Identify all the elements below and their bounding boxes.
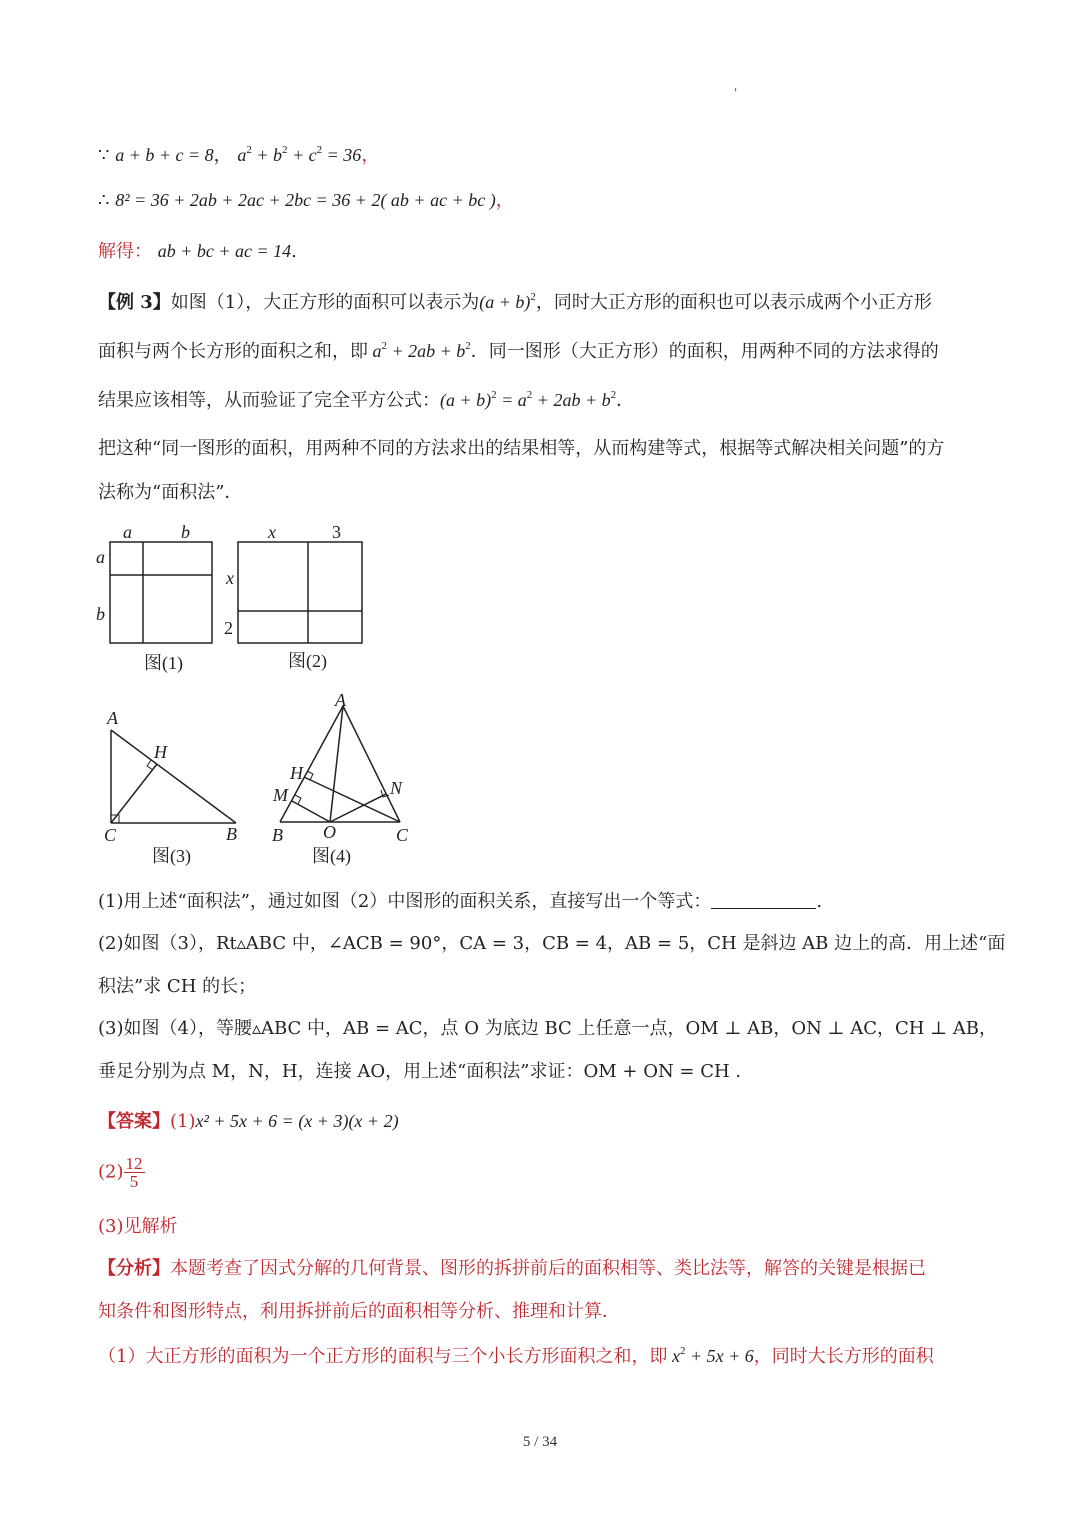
fig2-left-x: x bbox=[226, 568, 234, 588]
perfect-square-formula: $(a + b)^2 = a^2 + 2ab + b^2$ bbox=[440, 389, 617, 410]
fig3-H: H bbox=[154, 742, 167, 762]
solution-equation: ab + bc + ac = 14 bbox=[157, 241, 292, 261]
fig2-caption: 图(2) bbox=[288, 651, 327, 671]
example3-line2 bbox=[98, 341, 939, 361]
fig4-M: M bbox=[273, 785, 288, 805]
fig4-O: O bbox=[323, 822, 336, 842]
fig4-A: A bbox=[335, 690, 346, 710]
example3-line3 bbox=[98, 390, 634, 410]
sum-equation: a + b + c = 8 bbox=[115, 145, 214, 165]
comma: ， bbox=[495, 190, 514, 211]
text: ，同时大长方形的面积 bbox=[753, 1346, 934, 1367]
fig4-C: C bbox=[396, 825, 409, 845]
therefore-line bbox=[98, 191, 514, 210]
question-2-line1: (2)如图（3），Rt▵ABC 中，∠ACB = 90°，CA = 3，CB = 4，AB = 5，CH 是斜边 AB 边上的高．用上述“面 bbox=[98, 933, 1006, 954]
comma: ， bbox=[361, 145, 380, 166]
label: (2) bbox=[98, 1161, 124, 1183]
fig1-caption: 图(1) bbox=[144, 653, 183, 673]
label: (1) bbox=[170, 1111, 196, 1132]
answer-line1 bbox=[98, 1112, 399, 1131]
figure-1 bbox=[96, 522, 212, 674]
answer-tag: 【答案】 bbox=[98, 1111, 170, 1132]
text: （1）大正方形的面积为一个正方形的面积与三个小长方形面积之和，即 bbox=[98, 1346, 668, 1367]
polynomial: $x^2 + 5x + 6$ bbox=[667, 1345, 754, 1366]
figures-3-4 bbox=[90, 688, 430, 870]
text: 面积与两个长方形的面积之和，即 bbox=[98, 341, 368, 362]
numerator: 12 bbox=[125, 1154, 143, 1173]
fig4-N: N bbox=[390, 778, 403, 798]
answer-blank bbox=[711, 894, 816, 909]
figure-3 bbox=[104, 708, 237, 867]
solution-label: 解得： bbox=[98, 241, 152, 262]
example3-line1 bbox=[98, 292, 932, 312]
denominator: 5 bbox=[129, 1172, 139, 1191]
fig1-left-b: b bbox=[96, 604, 105, 624]
period: . bbox=[816, 891, 823, 912]
formula-expansion: $a^2 + 2ab + b^2$ bbox=[368, 340, 471, 361]
formula-a-plus-b-squared: $(a + b)^2$ bbox=[479, 291, 536, 312]
fig3-caption: 图(3) bbox=[152, 846, 191, 866]
example-tag: 【例 3】 bbox=[98, 292, 171, 313]
square-sum-equation: $a^2 + b^2 + c^2 = 36$ bbox=[237, 144, 362, 165]
fig3-A: A bbox=[107, 708, 118, 728]
therefore-symbol: ∴ bbox=[98, 190, 110, 211]
text: ． bbox=[616, 390, 635, 411]
solution-line bbox=[98, 242, 297, 261]
question-2-line2: 积法”求 CH 的长； bbox=[98, 976, 257, 997]
figures-1-2 bbox=[90, 518, 380, 678]
text: (1)用上述“面积法”，通过如图（2）中图形的面积关系，直接写出一个等式： bbox=[98, 891, 712, 912]
analysis-tag: 【分析】 bbox=[98, 1258, 170, 1279]
figure-4 bbox=[272, 690, 409, 867]
text: 结果应该相等，从而验证了完全平方公式： bbox=[98, 390, 440, 411]
example3-line4: 把这种“同一图形的面积，用两种不同的方法求出的结果相等，从而构建等式，根据等式解决相关问题”的方 bbox=[98, 438, 945, 459]
period: . bbox=[291, 241, 297, 262]
expansion-equation: 8² = 36 + 2ab + 2ac + 2bc = 36 + 2( ab + ac + bc ) bbox=[115, 190, 496, 210]
fig2-top-x: x bbox=[268, 522, 276, 542]
fig4-B: B bbox=[272, 825, 283, 845]
fig3-B: B bbox=[226, 824, 237, 844]
text: 如图（1），大正方形的面积可以表示为 bbox=[170, 292, 480, 313]
text: ．同一图形（大正方形）的面积，用两种不同的方法求得的 bbox=[470, 341, 939, 362]
fig1-top-a: a bbox=[123, 522, 132, 542]
analysis-line2: 知条件和图形特点，利用拆拼前后的面积相等分析、推理和计算． bbox=[98, 1301, 620, 1322]
question-1 bbox=[98, 893, 822, 911]
answer-line2 bbox=[98, 1155, 145, 1190]
fig1-left-a: a bbox=[96, 547, 105, 567]
fig1-top-b: b bbox=[181, 522, 190, 542]
fig3-C: C bbox=[104, 825, 117, 845]
text: 本题考查了因式分解的几何背景、图形的拆拼前后的面积相等、类比法等，解答的关键是根据已 bbox=[170, 1258, 926, 1279]
answer-1-expression: x² + 5x + 6 = (x + 3)(x + 2) bbox=[195, 1111, 399, 1131]
question-3-line2: 垂足分别为点 M，N，H，连接 AO，用上述“面积法”求证：OM + ON = CH . bbox=[98, 1061, 742, 1082]
example3-line5: 法称为“面积法”． bbox=[98, 482, 243, 503]
answer-2-fraction bbox=[124, 1155, 145, 1190]
fig4-H: H bbox=[290, 763, 303, 783]
analysis-line1 bbox=[98, 1260, 926, 1278]
page-number: 5 / 34 bbox=[522, 1434, 558, 1450]
analysis-line3 bbox=[98, 1346, 934, 1366]
figure-2 bbox=[224, 522, 362, 672]
fig2-top-3: 3 bbox=[332, 522, 341, 542]
question-3-line1: (3)如图（4），等腰▵ABC 中，AB = AC，点 O 为底边 BC 上任意一点，OM ⊥ AB，ON ⊥ AC，CH ⊥ AB， bbox=[98, 1018, 998, 1039]
text: ，同时大正方形的面积也可以表示成两个小正方形 bbox=[535, 292, 932, 313]
because-symbol: ∵ bbox=[98, 145, 110, 166]
separator: ， bbox=[213, 145, 232, 166]
top-mark: ' bbox=[734, 86, 738, 100]
fig4-caption: 图(4) bbox=[312, 846, 351, 866]
fig2-left-2: 2 bbox=[224, 618, 233, 638]
given-line bbox=[98, 145, 379, 165]
answer-line3: (3)见解析 bbox=[98, 1216, 178, 1237]
